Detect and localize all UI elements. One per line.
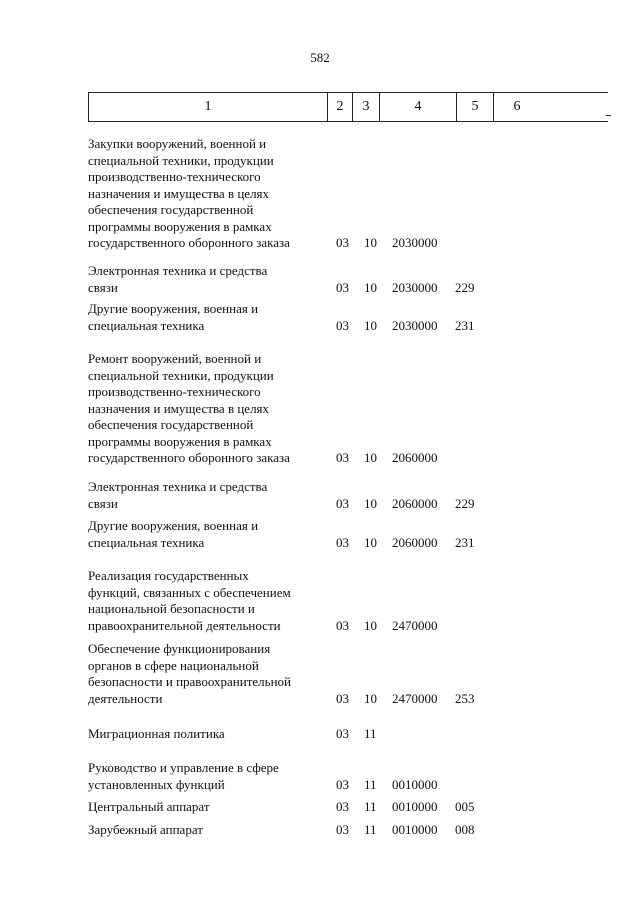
row-expense-type: 229 — [455, 280, 475, 295]
row-target-code: 0010000 — [392, 799, 438, 814]
page-number: 582 — [310, 50, 330, 65]
row-section: 03 — [336, 280, 349, 295]
row-section: 03 — [336, 726, 349, 741]
row-expense-type: 231 — [455, 535, 475, 550]
row-section: 03 — [336, 822, 349, 837]
row-section: 03 — [336, 691, 349, 706]
row-subsection: 11 — [364, 726, 377, 741]
row-name: Другие вооружения, военная и специальная техника — [88, 301, 259, 333]
row-name: Закупки вооружений, военной и специальной техники, продукции производственно-технического назначения и имущества в целях обеспечения государственной программы вооружения в рамках государственного оборонного заказа — [88, 136, 290, 250]
row-subsection: 11 — [364, 799, 377, 814]
row-subsection: 10 — [364, 235, 377, 250]
row-section: 03 — [336, 450, 349, 465]
row-section: 03 — [336, 318, 349, 333]
row-subsection: 11 — [364, 777, 377, 792]
row-target-code: 2060000 — [392, 450, 438, 465]
row-subsection: 10 — [364, 318, 377, 333]
row-section: 03 — [336, 496, 349, 511]
row-name: Электронная техника и средства связи — [88, 479, 268, 511]
row-subsection: 10 — [364, 691, 377, 706]
row-subsection: 10 — [364, 496, 377, 511]
row-subsection: 10 — [364, 618, 377, 633]
row-target-code: 2470000 — [392, 691, 438, 706]
row-expense-type: 229 — [455, 496, 475, 511]
header-col-4: 4 — [380, 93, 457, 122]
header-col-6-label: 6 — [513, 99, 521, 114]
row-target-code: 2060000 — [392, 496, 438, 511]
row-name: Обеспечение функционирования органов в сфере национальной безопасности и правоохранительной деятельности — [88, 641, 291, 706]
row-target-code: 0010000 — [392, 822, 438, 837]
row-name: Другие вооружения, военная и специальная техника — [88, 518, 259, 550]
row-subsection: 10 — [364, 535, 377, 550]
row-section: 03 — [336, 799, 349, 814]
row-name: Руководство и управление в сфере установленных функций — [88, 760, 279, 792]
row-expense-type: 005 — [455, 799, 475, 814]
row-name: Реализация государственных функций, связанных с обеспечением национальной безопасности и правоохранительной деятельности — [88, 568, 291, 633]
row-target-code: 2030000 — [392, 280, 438, 295]
row-subsection: 10 — [364, 450, 377, 465]
header-col-6 — [494, 93, 609, 122]
row-section: 03 — [336, 535, 349, 550]
row-target-code: 2030000 — [392, 235, 438, 250]
row-expense-type: 008 — [455, 822, 475, 837]
row-name: Электронная техника и средства связи — [88, 263, 268, 295]
header-col-5: 5 — [457, 93, 494, 122]
row-name: Ремонт вооружений, военной и специальной техники, продукции производственно-технического назначения и имущества в целях обеспечения государственной программы вооружения в рамках государственного оборонного заказа — [88, 351, 290, 465]
row-target-code: 2470000 — [392, 618, 438, 633]
row-target-code: 2030000 — [392, 318, 438, 333]
row-expense-type: 231 — [455, 318, 475, 333]
column-header-table — [88, 92, 608, 122]
row-expense-type: 253 — [455, 691, 475, 706]
row-target-code: 2060000 — [392, 535, 438, 550]
row-section: 03 — [336, 235, 349, 250]
row-target-code: 0010000 — [392, 777, 438, 792]
row-section: 03 — [336, 777, 349, 792]
header-col-3: 3 — [353, 93, 380, 122]
table-edge-tick — [606, 115, 611, 116]
header-col-2: 2 — [328, 93, 353, 122]
row-name: Центральный аппарат — [88, 799, 210, 814]
row-section: 03 — [336, 618, 349, 633]
row-name: Миграционная политика — [88, 726, 225, 741]
row-name: Зарубежный аппарат — [88, 822, 203, 837]
row-subsection: 10 — [364, 280, 377, 295]
header-col-1: 1 — [89, 93, 328, 122]
row-subsection: 11 — [364, 822, 377, 837]
